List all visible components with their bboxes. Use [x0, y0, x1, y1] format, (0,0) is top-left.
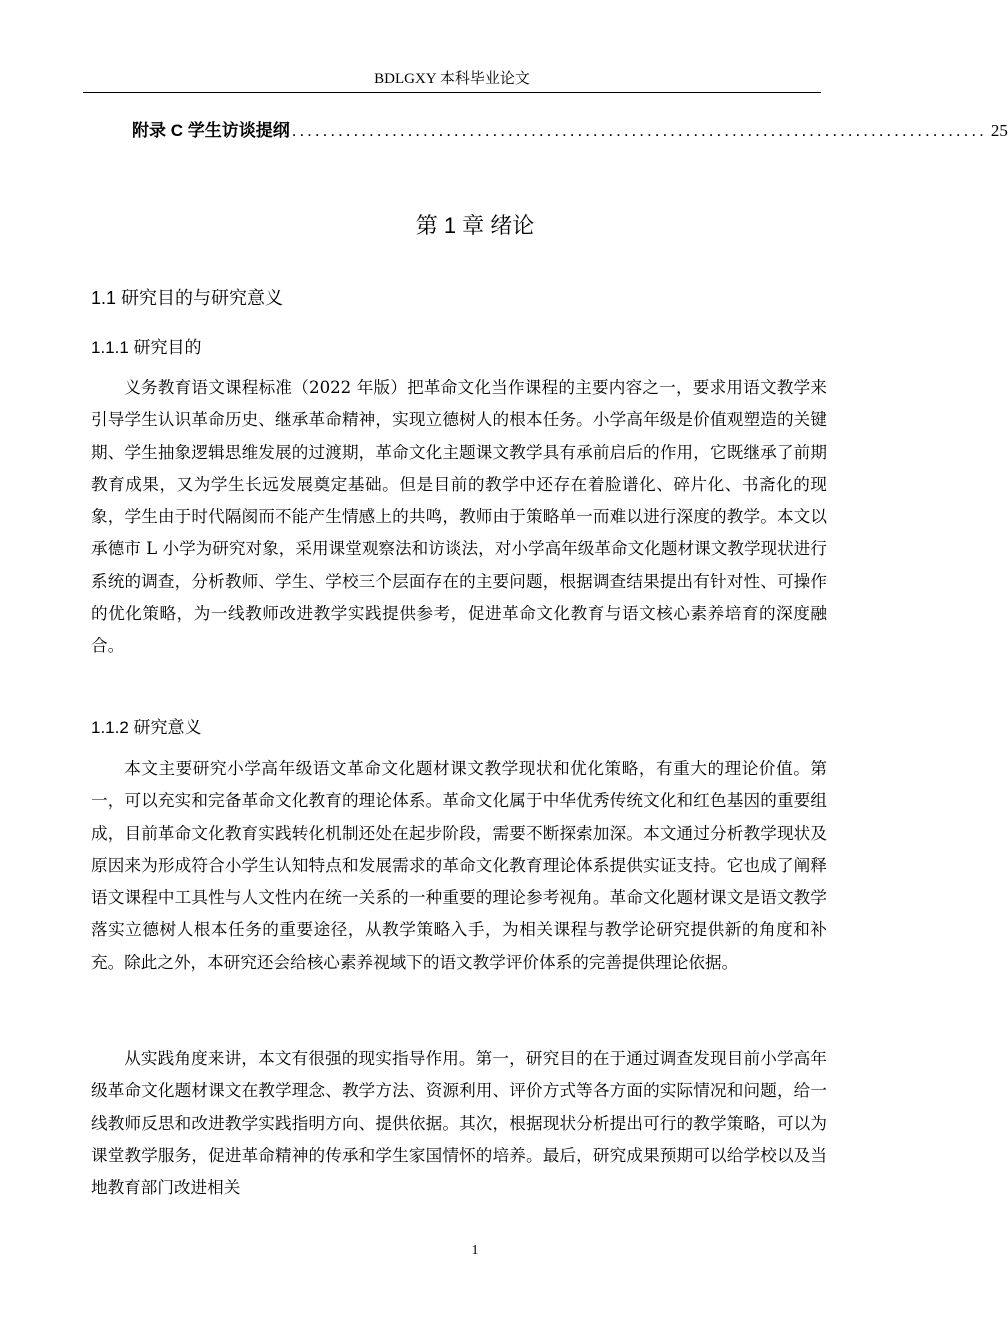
page-number: 1: [471, 1243, 479, 1258]
paragraph-theoretical-significance: 本文主要研究小学高年级语文革命文化题材课文教学现状和优化策略，有重大的理论价值。第一，可以充实和完备革命文化教育的理论体系。革命文化属于中华优秀传统文化和红色基因的重要组成，目前革命文化教育实践转化机制还处在起步阶段，需要不断探索加深。本文通过分析教学现状及原因来为形成符合小学生认知特点和发展需求的革命文化教育理论体系提供实证支持。它也成了阐释语文课程中工具性与人文性内在统一关系的一种重要的理论参考视角。革命文化题材课文是语文教学落实立德树人根本任务的重要途径，从教学策略入手，为相关课程与教学论研究提供新的角度和补充。除此之外，本研究还会给核心素养视域下的语文教学评价体系的完善提供理论依据。: [91, 759, 827, 972]
toc-leader-dots: ..........................................................................................: [291, 121, 987, 140]
section-heading-1-1-1: 1.1.1 研究目的: [91, 338, 202, 357]
paragraph-practical-significance: 从实践角度来讲，本文有很强的现实指导作用。第一，研究目的在于通过调查发现目前小学高年级革命文化题材课文在教学理念、教学方法、资源利用、评价方式等各方面的实际情况和问题，给一线教师反思和改进教学实践指明方向、提供依据。其次，根据现状分析提出可行的教学策略，可以为课堂教学服务，促进革命精神的传承和学生家国情怀的培养。最后，研究成果预期可以给学校以及当地教育部门改进相关: [91, 1049, 827, 1198]
section-heading-1-1: 1.1 研究目的与研究意义: [91, 288, 284, 308]
chapter-title: 第 1 章 绪论: [415, 213, 535, 238]
section-heading-1-1-2: 1.1.2 研究意义: [91, 718, 202, 737]
header-title: BDLGXY 本科毕业论文: [374, 71, 530, 87]
toc-entry-label: 附录 C 学生访谈提纲: [132, 121, 290, 140]
paragraph-research-purpose: 义务教育语文课程标准（2022 年版）把革命文化当作课程的主要内容之一，要求用语文教学来引导学生认识革命历史、继承革命精神，实现立德树人的根本任务。小学高年级是价值观塑造的关键期、学生抽象逻辑思维发展的过渡期，革命文化主题课文教学具有承前启后的作用，它既继承了前期教育成果，又为学生长远发展奠定基础。但是目前的教学中还存在着脸谱化、碎片化、书斋化的现象，学生由于时代隔阂而不能产生情感上的共鸣，教师由于策略单一而难以进行深度的教学。本文以承德市 L 小学为研究对象，采用课堂观察法和访谈法，对小学高年级革命文化题材课文教学现状进行系统的调查，分析教师、学生、学校三个层面存在的主要问题，根据调查结果提出有针对性、可操作的优化策略，为一线教师改进教学实践提供参考，促进革命文化教育与语文核心素养培育的深度融合。: [91, 378, 827, 656]
page-header: [83, 68, 821, 93]
toc-entry-page: 25: [990, 121, 1008, 140]
toc-entry-appendix-c[interactable]: [132, 120, 1008, 142]
